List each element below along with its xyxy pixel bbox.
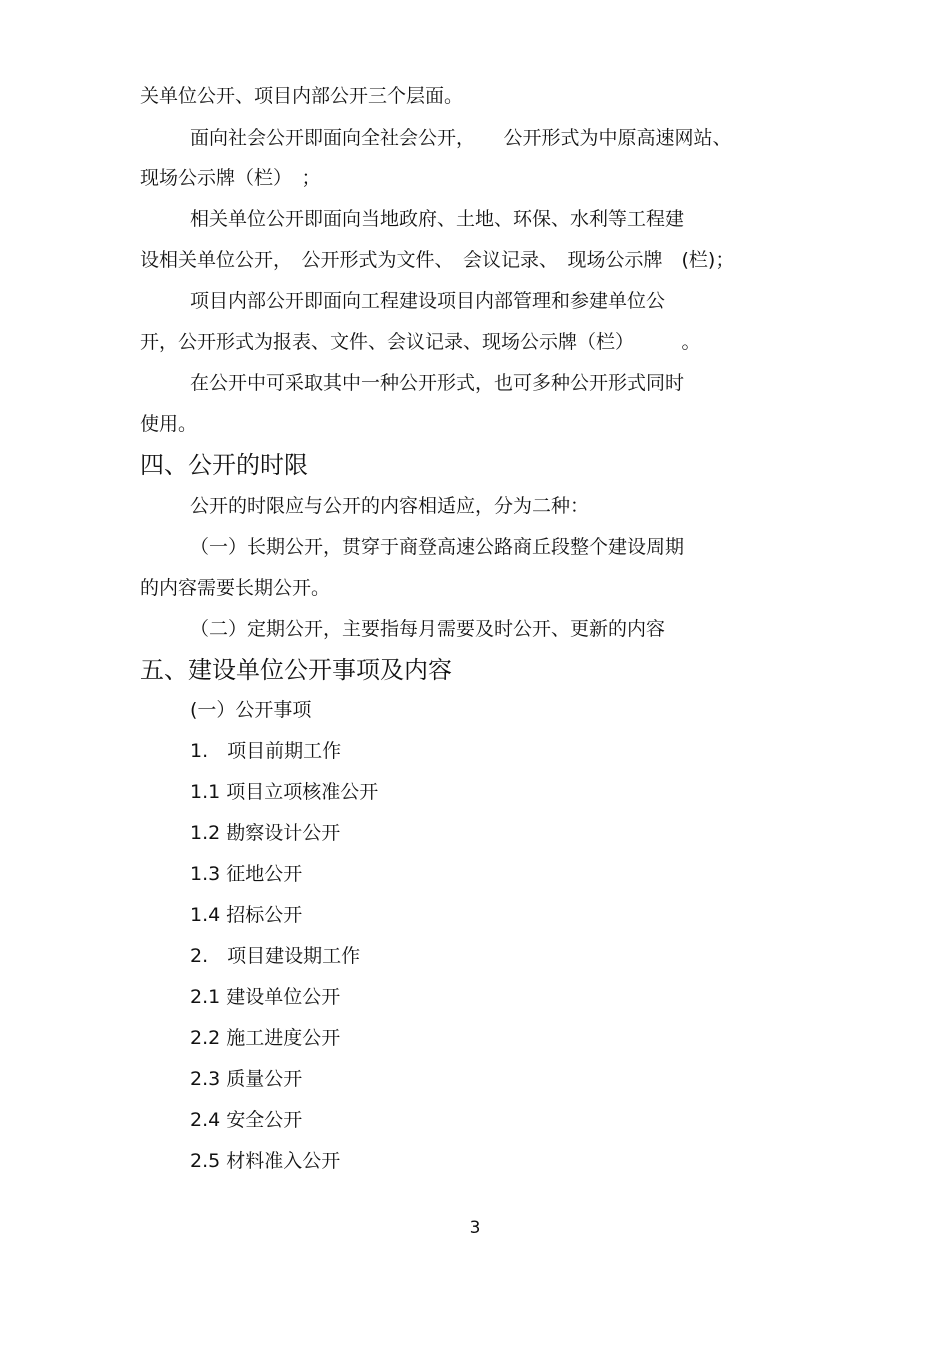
paragraph-line: 相关单位公开即面向当地政府、土地、环保、水利等工程建 xyxy=(190,208,685,230)
sub-heading: (一）公开事项 xyxy=(190,699,312,721)
paragraph-line: 关单位公开、项目内部公开三个层面。 xyxy=(140,85,464,107)
paragraph-line: 公开的时限应与公开的内容相适应，分为二种： xyxy=(190,495,590,517)
paragraph-line: 设相关单位公开， 公开形式为文件、 会议记录、 现场公示牌 (栏)； xyxy=(140,249,735,271)
list-item: 2.1 建设单位公开 xyxy=(190,986,341,1008)
list-item: 2.3 质量公开 xyxy=(190,1068,303,1090)
paragraph-line: 的内容需要长期公开。 xyxy=(140,577,331,599)
list-item: 1. 项目前期工作 xyxy=(190,740,342,762)
paragraph-line: （一）长期公开，贯穿于商登高速公路商丘段整个建设周期 xyxy=(190,536,685,558)
list-item: 1.1 项目立项核准公开 xyxy=(190,781,379,803)
list-item: 1.3 征地公开 xyxy=(190,863,303,885)
paragraph-line: 面向社会公开即面向全社会公开， 公开形式为中原高速网站、 xyxy=(190,127,732,149)
paragraph-line: 使用。 xyxy=(140,413,198,435)
list-item: 2.4 安全公开 xyxy=(190,1109,303,1131)
paragraph-line: 项目内部公开即面向工程建设项目内部管理和参建单位公 xyxy=(190,290,666,312)
list-item: 2.2 施工进度公开 xyxy=(190,1027,341,1049)
list-item: 1.2 勘察设计公开 xyxy=(190,822,341,844)
paragraph-line: 开，公开形式为报表、文件、会议记录、现场公示牌（栏） 。 xyxy=(140,331,701,353)
paragraph-line: 在公开中可采取其中一种公开形式，也可多种公开形式同时 xyxy=(190,372,685,394)
page-number: 3 xyxy=(469,1218,481,1238)
list-item: 1.4 招标公开 xyxy=(190,904,303,926)
section-heading: 五、建设单位公开事项及内容 xyxy=(140,656,452,684)
paragraph-line: （二）定期公开，主要指每月需要及时公开、更新的内容 xyxy=(190,618,666,640)
section-heading: 四、公开的时限 xyxy=(140,451,308,479)
list-item: 2.5 材料准入公开 xyxy=(190,1150,341,1172)
list-item: 2. 项目建设期工作 xyxy=(190,945,361,967)
paragraph-line: 现场公示牌（栏） ； xyxy=(140,167,321,189)
